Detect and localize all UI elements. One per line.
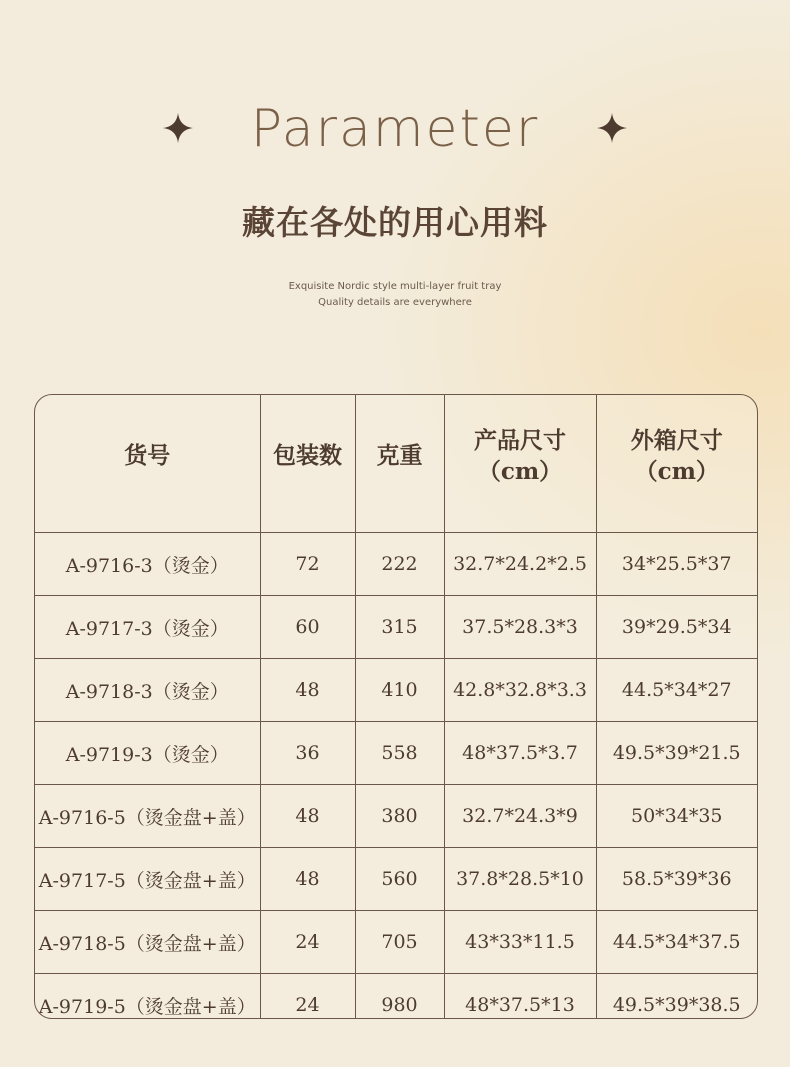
item-no-cell: A-9717-3（烫金） [35,596,260,659]
pack-qty-cell: 48 [260,785,355,848]
page-subtitle: 藏在各处的用心用料 [242,203,548,242]
pack-qty-cell: 48 [260,659,355,722]
carton-size-cell: 44.5*34*27 [596,659,757,722]
weight-cell: 980 [355,974,444,1020]
carton-size-cell: 49.5*39*21.5 [596,722,757,785]
weight-cell: 560 [355,848,444,911]
item-no-cell: A-9717-5（烫金盘+盖） [35,848,260,911]
pack-qty-cell: 72 [260,533,355,596]
carton-size-cell: 34*25.5*37 [596,533,757,596]
table-row [35,533,757,596]
carton-size-cell: 50*34*35 [596,785,757,848]
table-row [35,659,757,722]
column-header-carton-size [596,395,757,533]
item-no-cell: A-9716-3（烫金） [35,533,260,596]
column-header-pack-qty [260,395,355,533]
product-size-cell: 48*37.5*13 [444,974,596,1020]
column-header-item-no [35,395,260,533]
table-row [35,596,757,659]
pack-qty-cell: 48 [260,848,355,911]
item-no-cell: A-9719-5（烫金盘+盖） [35,974,260,1020]
column-header-label: 货号 [124,442,171,469]
table-row [35,848,757,911]
table-row [35,785,757,848]
carton-size-cell: 49.5*39*38.5 [612,994,741,1016]
pack-qty-cell: 36 [260,722,355,785]
carton-size-cell: 58.5*39*36 [596,848,757,911]
tagline-line-1: Exquisite Nordic style multi-layer fruit tray [288,281,502,292]
item-no-cell: A-9719-3（烫金） [35,722,260,785]
column-header-label: 外箱尺寸 [630,426,723,454]
product-size-cell: 32.7*24.2*2.5 [444,533,596,596]
carton-size-cell: 44.5*34*37.5 [596,911,757,974]
product-size-cell: 32.7*24.3*9 [444,785,596,848]
header [0,0,790,330]
product-size-cell: 48*37.5*3.7 [444,722,596,785]
weight-cell: 222 [355,533,444,596]
page-title: Parameter [250,99,540,159]
carton-size-cell: 39*29.5*34 [596,596,757,659]
tagline-line-2: Quality details are everywhere [318,297,472,308]
table-header-row [35,395,757,533]
product-size-cell: 37.8*28.5*10 [444,848,596,911]
product-size-cell: 37.5*28.3*3 [444,596,596,659]
column-header-product-size [444,395,596,533]
table-row [35,911,757,974]
parameter-table [34,394,758,1019]
column-header-unit: （cm） [477,457,563,485]
column-header-weight [355,395,444,533]
weight-cell: 558 [355,722,444,785]
item-no-cell: A-9718-3（烫金） [35,659,260,722]
column-header-label: 包装数 [273,442,342,469]
weight-cell: 410 [355,659,444,722]
product-size-cell: 42.8*32.8*3.3 [444,659,596,722]
table-row [35,722,757,785]
item-no-cell: A-9718-5（烫金盘+盖） [35,911,260,974]
product-size-cell: 43*33*11.5 [444,911,596,974]
sparkle-icon [597,113,627,143]
pack-qty-cell: 60 [260,596,355,659]
pack-qty-cell: 24 [260,974,355,1020]
column-header-unit: （cm） [634,457,719,485]
table-row [35,974,757,1020]
column-header-label: 产品尺寸 [474,426,566,454]
item-no-cell: A-9716-5（烫金盘+盖） [35,785,260,848]
weight-cell: 705 [355,911,444,974]
weight-cell: 315 [355,596,444,659]
pack-qty-cell: 24 [260,911,355,974]
column-header-label: 克重 [376,442,423,469]
weight-cell: 380 [355,785,444,848]
